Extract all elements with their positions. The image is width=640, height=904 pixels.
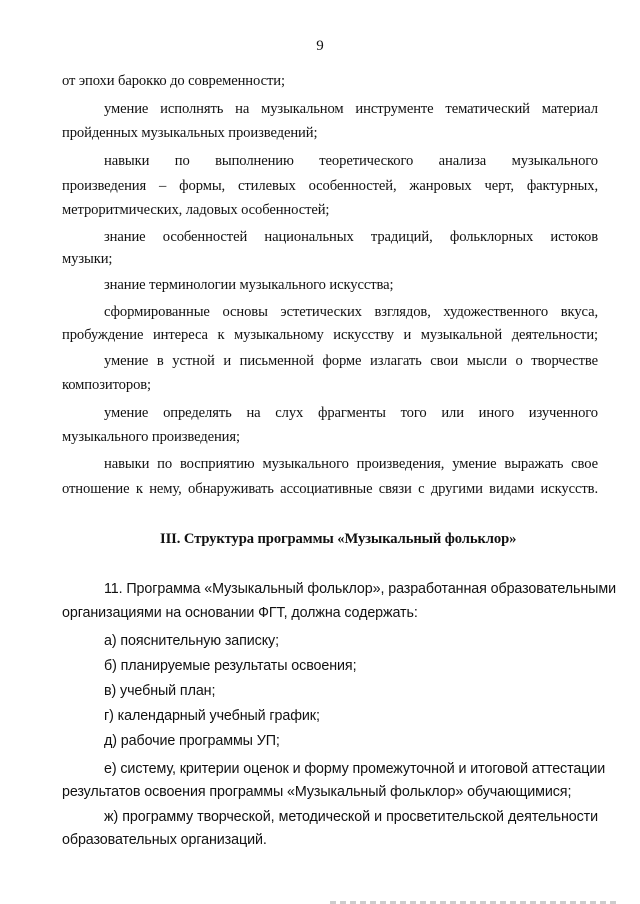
text-line: произведения – формы, стилевых особенностей, жанровых черт, фактурных,: [62, 178, 598, 194]
text-line: от эпохи барокко до современности;: [62, 73, 285, 89]
list-item: д) рабочие программы УП;: [104, 733, 280, 749]
text-line: метроритмических, ладовых особенностей;: [62, 202, 330, 218]
text-line: образовательных организаций.: [62, 832, 267, 848]
page-number: 9: [316, 38, 324, 54]
text-line: организациями на основании ФГТ, должна содержать:: [62, 605, 418, 621]
text-line: 11. Программа «Музыкальный фольклор», разработанная образовательными: [104, 581, 616, 597]
list-item: а) пояснительную записку;: [104, 633, 279, 649]
text-line: отношение к нему, обнаруживать ассоциативные связи с другими видами искусств.: [62, 481, 598, 497]
text-line: композиторов;: [62, 377, 152, 393]
text-line: знание терминологии музыкального искусства;: [104, 277, 394, 293]
text-line: результатов освоения программы «Музыкальный фольклор» обучающимися;: [62, 784, 572, 800]
text-line: музыки;: [62, 251, 113, 267]
text-line: умение исполнять на музыкальном инструменте тематический материал: [104, 101, 598, 117]
list-item: г) календарный учебный график;: [104, 708, 320, 724]
list-item: в) учебный план;: [104, 683, 216, 699]
list-item: ж) программу творческой, методической и просветительской деятельности: [104, 809, 598, 825]
text-line: умение в устной и письменной форме излагать свои мысли о творчестве: [104, 353, 598, 369]
text-line: знание особенностей национальных традиций, фольклорных истоков: [104, 229, 598, 245]
text-line: музыкального произведения;: [62, 429, 240, 445]
text-line: сформированные основы эстетических взглядов, художественного вкуса,: [104, 304, 598, 320]
text-line: навыки по восприятию музыкального произведения, умение выражать свое: [104, 456, 598, 472]
list-item: б) планируемые результаты освоения;: [104, 658, 357, 674]
text-line: навыки по выполнению теоретического анализа музыкального: [104, 153, 598, 169]
text-line: умение определять на слух фрагменты того или иного изученного: [104, 405, 598, 421]
list-item: е) систему, критерии оценок и форму промежуточной и итоговой аттестации: [104, 761, 606, 777]
section-heading: III. Структура программы «Музыкальный фольклор»: [160, 531, 517, 547]
text-line: пробуждение интереса к музыкальному искусству и музыкальной деятельности;: [62, 327, 598, 343]
text-line: пройденных музыкальных произведений;: [62, 125, 318, 141]
